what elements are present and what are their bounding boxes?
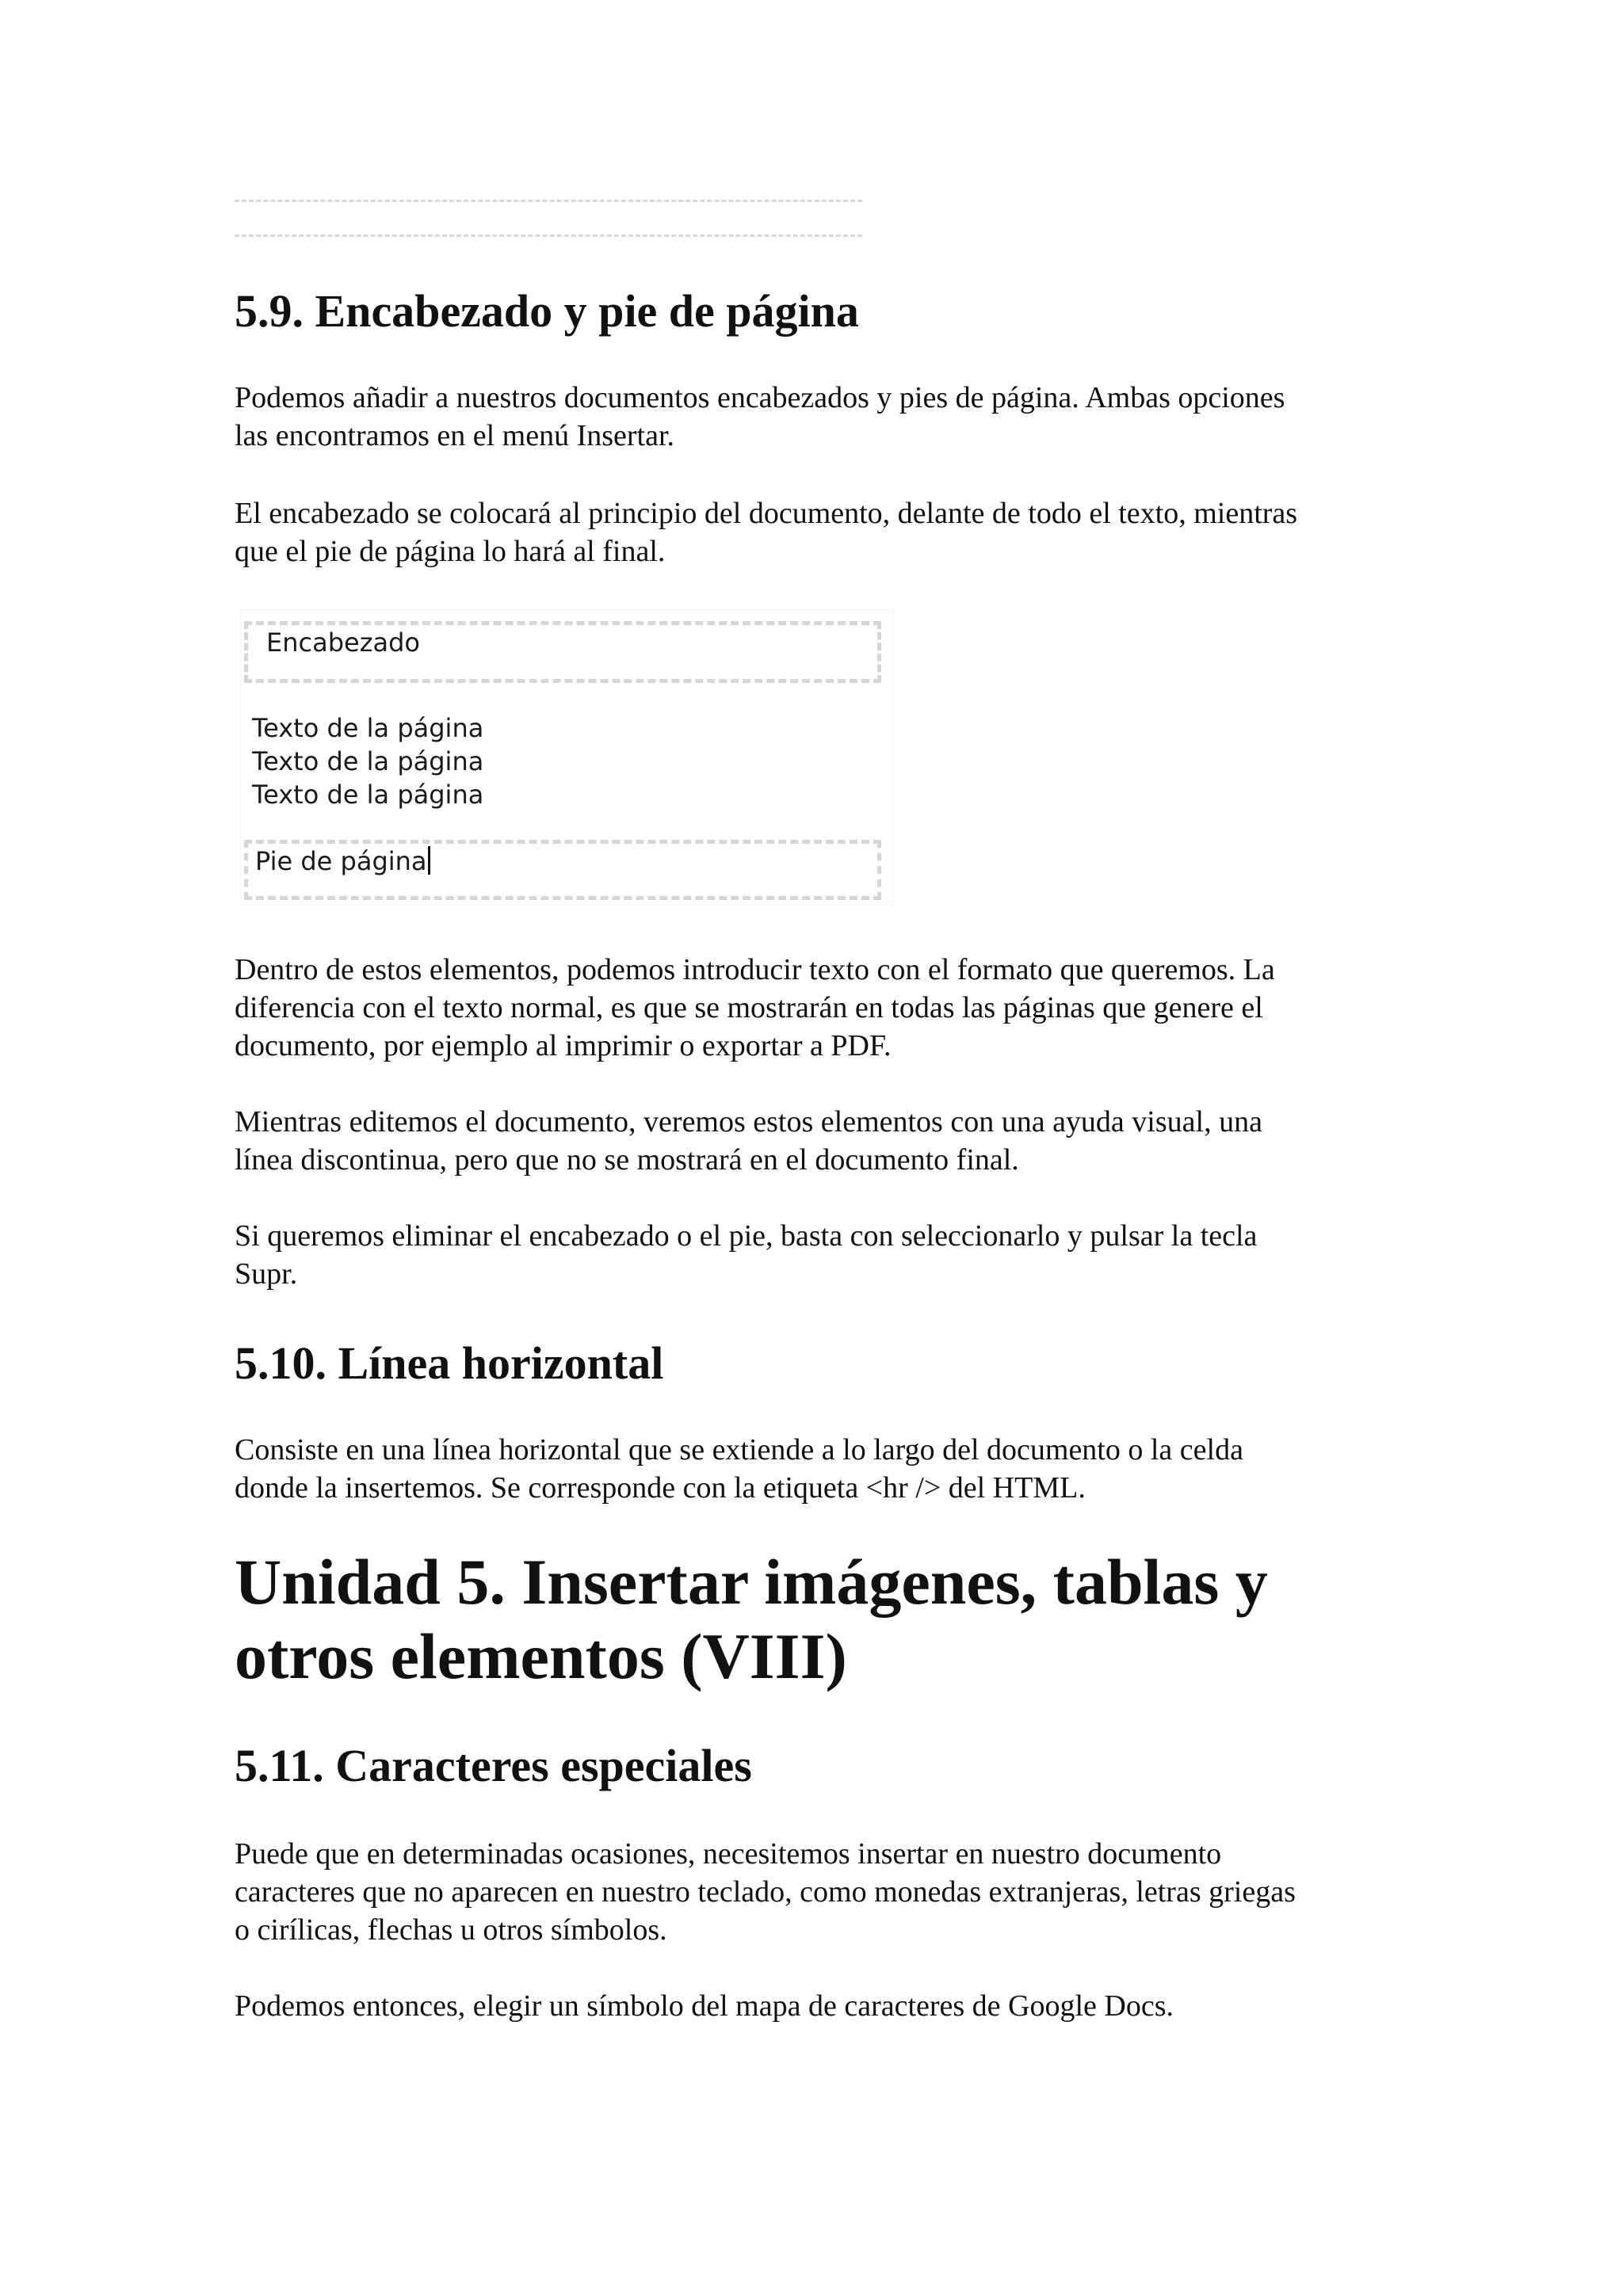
text-cursor-icon: [428, 846, 430, 875]
text-line: Supr.: [235, 1257, 298, 1291]
text-line: Podemos añadir a nuestros documentos encabezados y pies de página. Ambas opciones: [235, 381, 1285, 414]
text-line: Dentro de estos elementos, podemos introducir texto con el formato que queremos. La: [235, 953, 1275, 986]
paragraph: [235, 1431, 1407, 1507]
unit-title-line: Unidad 5. Insertar imágenes, tablas y: [235, 1546, 1268, 1618]
text-line: las encontramos en el menú Insertar.: [235, 419, 675, 452]
page-text-line: Texto de la página: [252, 780, 484, 810]
footer-label-line: [255, 845, 430, 878]
paragraph: [235, 1835, 1407, 1949]
text-line: que el pie de página lo hará al final.: [235, 535, 666, 568]
text-line: o cirílicas, flechas u otros símbolos.: [235, 1913, 667, 1947]
paragraph: [235, 951, 1407, 1065]
text-line: Puede que en determinadas ocasiones, necesitemos insertar en nuestro documento: [235, 1837, 1222, 1871]
text-line: Podemos entonces, elegir un símbolo del mapa de caracteres de Google Docs.: [235, 1989, 1174, 2023]
text-line: donde la insertemos. Se corresponde con la etiqueta <hr /> del HTML.: [235, 1471, 1086, 1505]
header-label: Encabezado: [266, 627, 420, 658]
section-heading-5-11: 5.11. Caracteres especiales: [235, 1740, 752, 1791]
text-line: línea discontinua, pero que no se mostrará en el documento final.: [235, 1143, 1019, 1177]
paragraph: [235, 494, 1407, 570]
text-line: documento, por ejemplo al imprimir o exportar a PDF.: [235, 1029, 892, 1062]
dashed-separator: [235, 200, 862, 202]
text-line: Mientras editemos el documento, veremos estos elementos con una ayuda visual, una: [235, 1105, 1262, 1138]
page-text-line: Texto de la página: [252, 746, 484, 776]
dashed-separator: [235, 235, 862, 237]
text-line: diferencia con el texto normal, es que se mostrarán en todas las páginas que genere el: [235, 991, 1263, 1024]
text-line: El encabezado se colocará al principio del documento, delante de todo el texto, mientras: [235, 497, 1298, 530]
section-heading-5-10: 5.10. Línea horizontal: [235, 1337, 664, 1389]
paragraph: [235, 379, 1407, 455]
header-footer-screenshot: [241, 610, 892, 905]
page-text-line: Texto de la página: [252, 713, 484, 743]
text-line: Si queremos eliminar el encabezado o el pie, basta con seleccionarlo y pulsar la tecla: [235, 1219, 1258, 1253]
text-line: Consiste en una línea horizontal que se extiende a lo largo del documento o la celda: [235, 1433, 1243, 1466]
paragraph: [235, 1217, 1407, 1293]
unit-title: [235, 1545, 1407, 1694]
section-heading-5-9: 5.9. Encabezado y pie de página: [235, 285, 859, 337]
footer-label: Pie de página: [255, 846, 427, 876]
paragraph: [235, 1987, 1407, 2025]
unit-title-line: otros elementos (VIII): [235, 1620, 847, 1692]
paragraph: [235, 1103, 1407, 1179]
text-line: caracteres que no aparecen en nuestro teclado, como monedas extranjeras, letras griegas: [235, 1875, 1296, 1909]
